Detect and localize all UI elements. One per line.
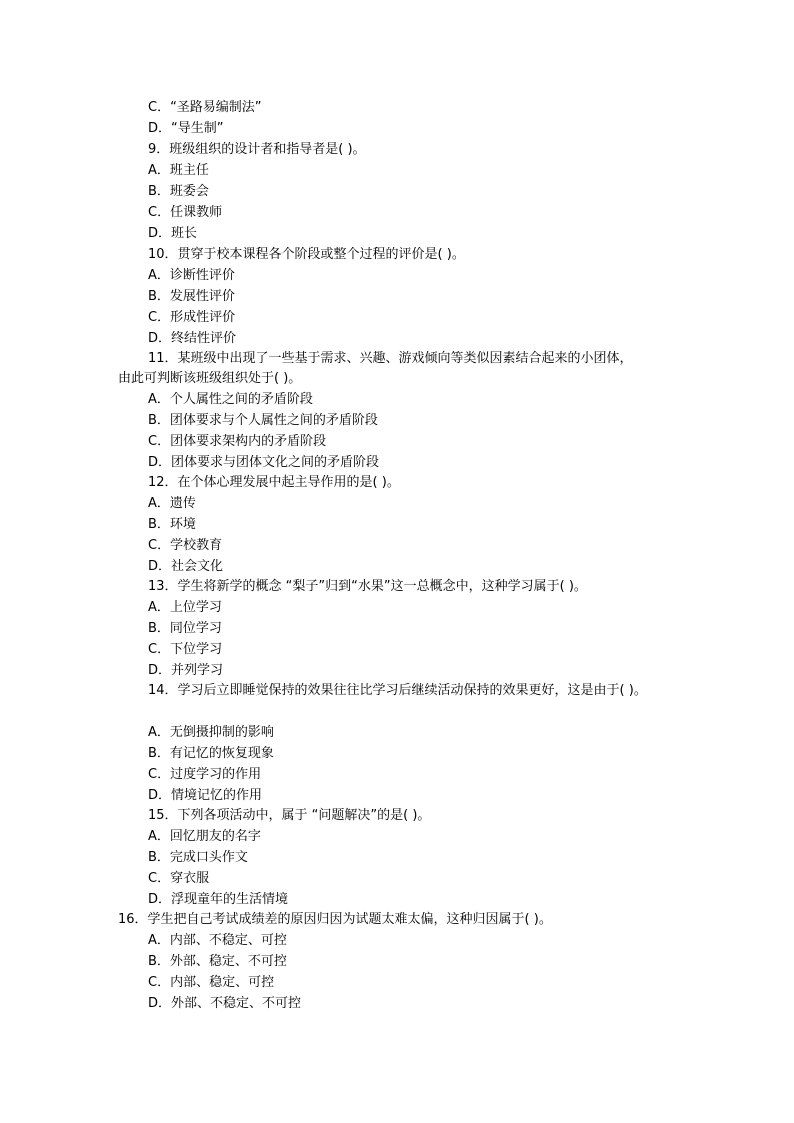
option-b-q11: B．团体要求与个人属性之间的矛盾阶段 bbox=[148, 413, 378, 428]
option-c-q10: C．形成性评价 bbox=[148, 310, 236, 325]
option-a-q16: A．内部、不稳定、可控 bbox=[148, 933, 287, 948]
option-c-q13: C．下位学习 bbox=[148, 642, 223, 657]
option-b-q15: B．完成口头作文 bbox=[148, 850, 248, 865]
option-b-q12: B．环境 bbox=[148, 517, 196, 532]
option-c-q11: C．团体要求架构内的矛盾阶段 bbox=[148, 434, 327, 449]
option-c-q15: C．穿衣服 bbox=[148, 871, 210, 886]
option-a-q11: A．个人属性之间的矛盾阶段 bbox=[148, 392, 313, 407]
option-c-q16: C．内部、稳定、可控 bbox=[148, 975, 275, 990]
option-b-q9: B．班委会 bbox=[148, 184, 209, 199]
option-d-q9: D．班长 bbox=[148, 226, 198, 241]
option-d-q8: D．“导生制” bbox=[148, 121, 224, 136]
question-10: 10．贯穿于校本课程各个阶段或整个过程的评价是( )。 bbox=[148, 247, 465, 262]
option-c-q14: C．过度学习的作用 bbox=[148, 767, 262, 782]
question-11: 11．某班级中出现了一些基于需求、兴趣、游戏倾向等类似因素结合起来的小团体， bbox=[148, 351, 633, 366]
question-15: 15．下列各项活动中，属于 “问题解决”的是( )。 bbox=[148, 808, 431, 823]
option-a-q13: A．上位学习 bbox=[148, 600, 222, 615]
option-d-q13: D．并列学习 bbox=[148, 663, 224, 678]
option-d-q10: D．终结性评价 bbox=[148, 331, 237, 346]
question-13: 13．学生将新学的概念 “梨子”归到“水果”这一总概念中，这种学习属于( )。 bbox=[148, 579, 587, 594]
question-9: 9．班级组织的设计者和指导者是( )。 bbox=[148, 142, 366, 157]
option-a-q10: A．诊断性评价 bbox=[148, 268, 235, 283]
question-11-continued: 由此可判断该班级组织处于( )。 bbox=[118, 371, 302, 386]
option-c-q12: C．学校教育 bbox=[148, 538, 223, 553]
option-a-q15: A．回忆朋友的名字 bbox=[148, 829, 261, 844]
option-c-q8: C．“圣路易编制法” bbox=[148, 100, 262, 115]
option-d-q12: D．社会文化 bbox=[148, 559, 224, 574]
option-a-q9: A．班主任 bbox=[148, 163, 209, 178]
option-c-q9: C．任课教师 bbox=[148, 205, 223, 220]
option-d-q11: D．团体要求与团体文化之间的矛盾阶段 bbox=[148, 455, 380, 470]
question-16: 16．学生把自己考试成绩差的原因归因为试题太难太偏，这种归因属于( )。 bbox=[118, 912, 552, 927]
option-b-q16: B．外部、稳定、不可控 bbox=[148, 954, 287, 969]
option-a-q14: A．无倒摄抑制的影响 bbox=[148, 725, 274, 740]
option-d-q15: D．浮现童年的生活情境 bbox=[148, 892, 289, 907]
option-b-q13: B．同位学习 bbox=[148, 621, 222, 636]
option-b-q10: B．发展性评价 bbox=[148, 289, 235, 304]
option-a-q12: A．遗传 bbox=[148, 496, 196, 511]
option-d-q14: D．情境记忆的作用 bbox=[148, 788, 263, 803]
question-12: 12．在个体心理发展中起主导作用的是( )。 bbox=[148, 475, 400, 490]
question-14: 14．学习后立即睡觉保持的效果往往比学习后继续活动保持的效果更好，这是由于( )。 bbox=[148, 683, 647, 698]
option-b-q14: B．有记忆的恢复现象 bbox=[148, 746, 274, 761]
option-d-q16: D．外部、不稳定、不可控 bbox=[148, 996, 302, 1011]
